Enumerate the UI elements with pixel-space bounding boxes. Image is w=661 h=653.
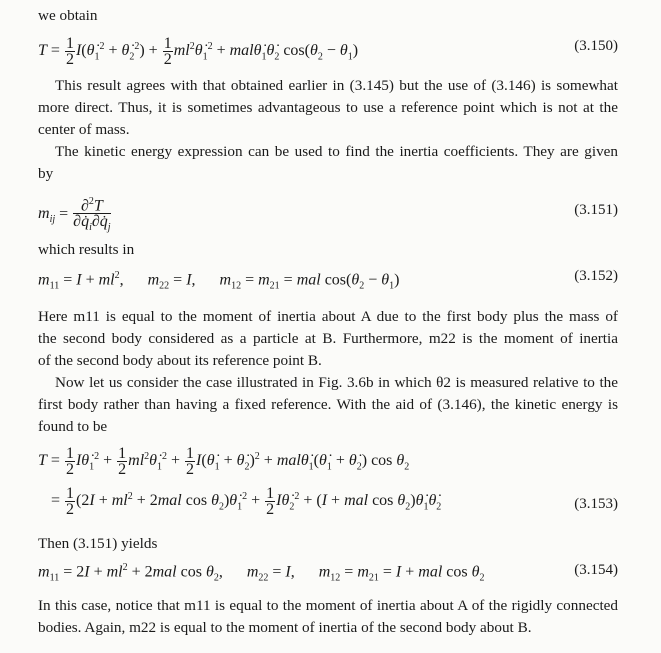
paragraph-line: This result agrees with that obtained earlier in (3.145) but the use of (3.146) is somewhat: [55, 77, 618, 94]
paragraph-line: In this case, notice that m11 is equal to the moment of inertia about A of the rigidly connected: [38, 597, 618, 614]
paragraph-line: The kinetic energy expression can be used to find the inertia coefficients. They are given: [55, 143, 618, 160]
paragraph-line: the second body considered as a particle at B. Furthermore, m22 is the moment of inertia: [38, 330, 618, 347]
equation-number: (3.151): [574, 202, 618, 218]
equation-3-150: T = $\frac{1}{2}$ $I(\thetȧ_1^2$ + $\thetȧ_2^2$) + $\frac{1}{2}$ $ml^2\thetȧ_1^2$ + $mal\thetȧ_1\thetȧ_2$ $\cos(\theta_2 - \theta_1)$ (3.150): [38, 35, 618, 68]
equation-3-151: $m_{ij}$ = $\frac{\partial^2T}{\partial q̇_i\partial q̇_j}$ (3.151): [38, 196, 618, 234]
equation-3-153: T = $\frac{1}{2}$ $I\thetȧ_1^2$ + $\frac{1}{2}$ $ml^2\thetȧ_1^2$ + $\frac{1}{2}$ $I(\thetȧ_1$ + $\thetȧ_2)^2$ + $mal\thetȧ_1(\thetȧ_1$ + $\thetȧ_2$) $\cos \theta_2$ = $\frac{1}{2}$ ($2I + ml^2 + 2mal$ $\cos \theta_2)\thetȧ_1^2$ + $\frac{1}{2}$ $I\thetȧ_2^2 + (I$ + mal $\cos \theta_2)\thetȧ_1\thetȧ_2$ (3.153): [38, 445, 618, 518]
paragraph-line: which results in: [38, 241, 135, 258]
text-we-obtain: we obtain: [38, 7, 98, 24]
equation-3-152: $m_{11} = I + ml^2$, $m_{22} = I$, $m_{12} = m_{21}$ = mal $\cos(\theta_2 - \theta_1)$ (3.152): [38, 268, 618, 292]
equation-number: (3.152): [574, 268, 618, 284]
paragraph-line: found to be: [38, 418, 108, 435]
paragraph-line: more direct. Thus, it is sometimes advantageous to use a reference point which is not at the: [38, 99, 618, 116]
paragraph-line: Here m11 is equal to the moment of inertia about A due to the first body plus the mass of: [38, 308, 618, 325]
equation-number: (3.154): [574, 562, 618, 578]
equation-3-154: $m_{11} = 2I + ml^2 + 2mal$ $\cos \theta_2$, $m_{22} = I$, $m_{12} = m_{21} = I$ + mal $\cos \theta_2$ (3.154): [38, 562, 618, 584]
paragraph-line: of the second body about its reference point B.: [38, 352, 322, 369]
paragraph-line: Now let us consider the case illustrated in Fig. 3.6b in which θ2 is measured relative to the: [55, 374, 618, 391]
equation-number: (3.153): [574, 496, 618, 512]
paragraph-line: Then (3.151) yields: [38, 535, 158, 552]
equation-number: (3.150): [574, 38, 618, 54]
paragraph-line: center of mass.: [38, 121, 130, 138]
paragraph-line: by: [38, 165, 54, 182]
paragraph-line: first body rather than having a fixed reference. With the aid of (3.146), the kinetic energy is: [38, 396, 618, 413]
paragraph-line: bodies. Again, m22 is equal to the moment of inertia of the second body about B.: [38, 619, 532, 636]
